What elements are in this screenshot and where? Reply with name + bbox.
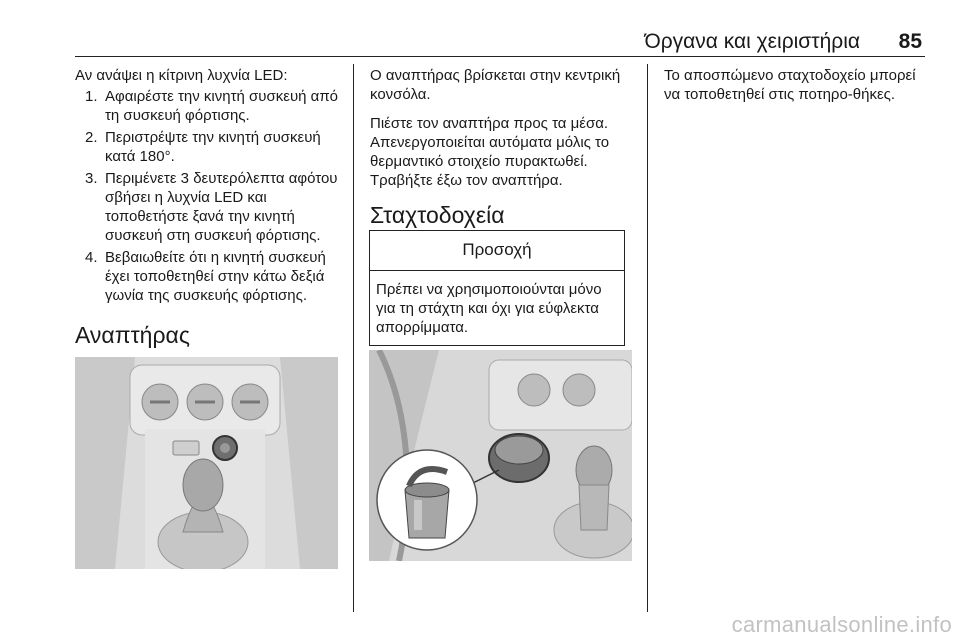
- column-3: [664, 66, 924, 104]
- column-divider-2: [647, 64, 648, 612]
- list-item: [75, 128, 345, 166]
- lighter-console-illustration: [75, 357, 338, 569]
- lighter-console-drawing: [75, 357, 338, 569]
- column-divider-1: [353, 64, 354, 612]
- heading-lighter: Αναπτήρας: [75, 322, 190, 348]
- header-rule: [75, 56, 925, 57]
- step-text: Περιμένετε 3 δευτερόλεπτα αφότου σβήσει η λυχνία LED και τοποθετήστε ξανά την κινητή συσκευή στη συσκευή φόρτισης.: [105, 170, 338, 244]
- step-number: 3.: [85, 170, 98, 187]
- step-number: 2.: [85, 129, 98, 146]
- page-number: 85: [898, 30, 922, 53]
- notice-text: Πρέπει να χρησιμοποιούνται μόνο για τη στάχτη και όχι για εύφλεκτα απορρίμματα.: [376, 281, 602, 336]
- step-number: 1.: [85, 88, 98, 105]
- watermark: carmanualsonline.info: [731, 612, 952, 637]
- column-2: [370, 66, 635, 190]
- step-text: Βεβαιωθείτε ότι η κινητή συσκευή έχει τοποθετηθεί στην κάτω δεξιά γωνία της συσκευής φόρτισης.: [105, 249, 326, 304]
- step-text: Αφαιρέστε την κινητή συσκευή από τη συσκευή φόρτισης.: [105, 88, 339, 124]
- list-item: [75, 248, 345, 305]
- notice-box: [369, 230, 625, 346]
- ashtray-illustration: [369, 350, 632, 561]
- step-number: 4.: [85, 249, 98, 266]
- notice-title: Προσοχή: [370, 231, 624, 271]
- column-1: [75, 66, 345, 305]
- ashtray-drawing: [369, 350, 632, 561]
- intro-text: Αν ανάψει η κίτρινη λυχνία LED:: [75, 67, 288, 84]
- ashtray-removable-text: Το αποσπώμενο σταχτοδοχείο μπορεί να τοποθετηθεί στις ποτηρο-θήκες.: [664, 67, 916, 103]
- list-item: [75, 87, 345, 125]
- heading-ashtrays: Σταχτοδοχεία: [370, 202, 505, 228]
- lighter-location-text: Ο αναπτήρας βρίσκεται στην κεντρική κονσόλα.: [370, 67, 621, 103]
- step-text: Περιστρέψτε την κινητή συσκευή κατά 180°.: [105, 129, 321, 165]
- lighter-usage-text: Πιέστε τον αναπτήρα προς τα μέσα. Απενεργοποιείται αυτόματα μόλις το θερμαντικό στοιχείο πυρακτωθεί. Τραβήξτε έξω τον αναπτήρα.: [370, 115, 610, 189]
- steps-list: [75, 87, 345, 305]
- list-item: [75, 169, 345, 245]
- page-header-title: Όργανα και χειριστήρια: [644, 30, 860, 53]
